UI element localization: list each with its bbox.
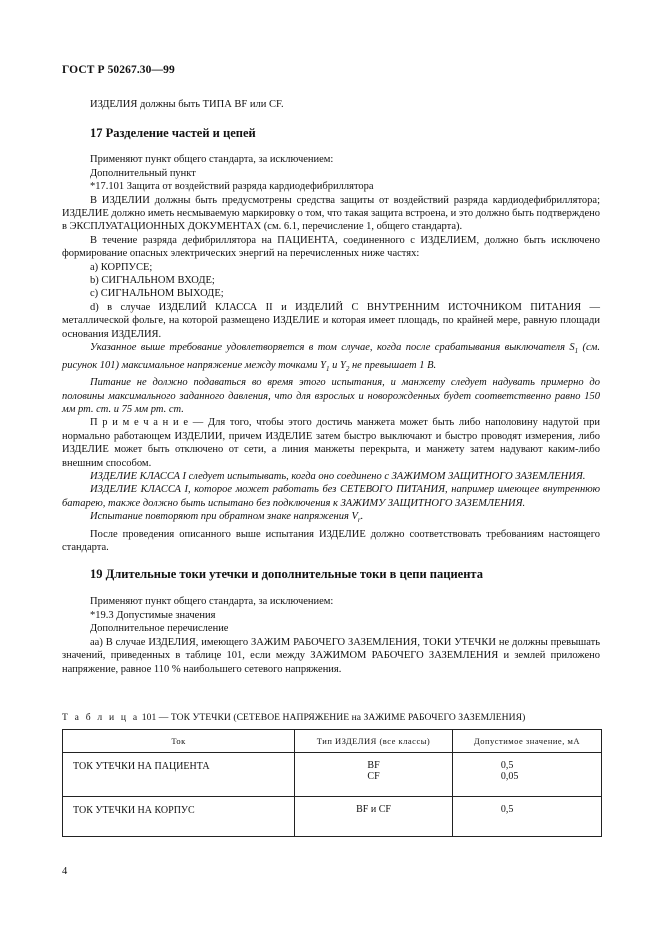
column-header-current: Ток	[63, 730, 295, 753]
section-17-paragraph: В ИЗДЕЛИИ должны быть предусмотрены средства защиты от воздействий разряда кардиодефибриллятора; ИЗДЕЛИЕ должно иметь несмываемую маркировку о том, что такая защита встроена, и это должно быть подтверждено в ЭКСПЛУАТАЦИОННЫХ ДОКУМЕНТАХ (см. 6.1, перечисление 1, общего стандарта).	[62, 194, 600, 233]
cell-type: BF и CF	[295, 797, 453, 837]
intro-paragraph: ИЗДЕЛИЯ должны быть ТИПА BF или CF.	[90, 99, 284, 110]
cell-current: ТОК УТЕЧКИ НА ПАЦИЕНТА	[63, 753, 295, 797]
cell-current: ТОК УТЕЧКИ НА КОРПУС	[63, 797, 295, 837]
section-17-paragraph: После проведения описанного выше испытания ИЗДЕЛИЕ должно соответствовать требованиям настоящего стандарта.	[62, 528, 600, 554]
column-header-limit: Допустимое значение, мА	[452, 730, 601, 753]
test-condition-paragraph: Испытание повторяют при обратном знаке напряжения $V_r$.	[90, 511, 364, 525]
section-17-paragraph: *17.101 Защита от воздействий разряда кардиодефибриллятора	[90, 181, 374, 193]
cell-type: BF CF	[295, 753, 453, 797]
list-item: d) в случае ИЗДЕЛИЙ КЛАССА II и ИЗДЕЛИЙ С ВНУТРЕННИМ ИСТОЧНИКОМ ПИТАНИЯ — металлической фольге, на которой размещено ИЗДЕЛИЕ и которая имеет площадь, по крайней мере, равную площади основания ИЗДЕЛИЯ.	[62, 301, 600, 340]
list-item: c) СИГНАЛЬНОМ ВЫХОДЕ;	[90, 288, 224, 300]
section-17-title: 17 Разделение частей и цепей	[90, 126, 256, 141]
page-number: 4	[62, 866, 68, 877]
note-paragraph: П р и м е ч а н и е — Для того, чтобы этого достичь манжета может быть либо наполовину надутой при нормально работающем ИЗДЕЛИИ, причем ИЗДЕЛИЕ затем быстро выключают и быстро проводят измерения, либо ИЗДЕЛИЕ может быть отключено от сети, а линия манжеты перекрыта, и манжету затем надувают каким-либо внешним способом.	[62, 417, 600, 469]
table-row	[63, 753, 602, 797]
column-header-type: Тип ИЗДЕЛИЯ (все классы)	[295, 730, 453, 753]
page-content	[62, 98, 600, 676]
note-label: П р и м е ч а н и е	[90, 417, 188, 429]
list-item: а) КОРПУСЕ;	[90, 261, 153, 273]
section-19-paragraph: Дополнительное перечисление	[90, 623, 229, 635]
cell-limit: 0,5 0,05	[452, 753, 601, 797]
test-condition-paragraph: ИЗДЕЛИЕ КЛАССА I, которое может работать без СЕТЕВОГО ПИТАНИЯ, например имеющее внутреннюю батарею, также должно быть испытано без подключения к ЗАЖИМУ ЗАЩИТНОГО ЗАЗЕМЛЕНИЯ.	[62, 484, 600, 509]
table-header-row	[63, 730, 602, 753]
section-19-title: 19 Длительные токи утечки и дополнительные токи в цепи пациента	[90, 567, 483, 582]
table-caption: Т а б л и ц а 101 — ТОК УТЕЧКИ (СЕТЕВОЕ НАПРЯЖЕНИЕ на ЗАЖИМЕ РАБОЧЕГО ЗАЗЕМЛЕНИЯ)	[62, 712, 526, 723]
section-17-paragraph: Дополнительный пункт	[90, 167, 196, 179]
section-17-paragraph: В течение разряда дефибриллятора на ПАЦИЕНТА, соединенного с ИЗДЕЛИЕМ, должно быть исключено формирование опасных электрических энергий на перечисленных ниже частях:	[62, 234, 600, 260]
list-item: b) СИГНАЛЬНОМ ВХОДЕ;	[90, 275, 215, 287]
section-19-paragraph: *19.3 Допустимые значения	[90, 609, 216, 621]
section-17-paragraph: Применяют пункт общего стандарта, за исключением:	[90, 154, 334, 166]
cell-limit: 0,5	[452, 797, 601, 837]
test-condition-paragraph: ИЗДЕЛИЕ КЛАССА I следует испытывать, когда оно соединено с ЗАЖИМОМ ЗАЩИТНОГО ЗАЗЕМЛЕНИЯ.	[90, 470, 586, 482]
section-19-paragraph: Применяют пункт общего стандарта, за исключением:	[90, 596, 334, 608]
test-condition-paragraph: Указанное выше требование удовлетворяется в том случае, когда после срабатывания выключателя $S_1$ (см. рисунок 101) максимальное напряжение между точками $Y_1$ и $Y_2$ не превышает 1 В.	[62, 342, 600, 373]
leakage-current-table	[62, 729, 602, 837]
standard-header: ГОСТ Р 50267.30—99	[62, 64, 175, 76]
section-19-paragraph: аа) В случае ИЗДЕЛИЯ, имеющего ЗАЖИМ РАБОЧЕГО ЗАЗЕМЛЕНИЯ, ТОКИ УТЕЧКИ не должны превышать значений, приведенных в таблице 101, если между ЗАЖИМОМ РАБОЧЕГО ЗАЗЕМЛЕНИЯ и землей приложено напряжение, равное 110 % наибольшего сетевого напряжения.	[62, 636, 600, 675]
test-condition-paragraph: Питание не должно подаваться во время этого испытания, и манжету следует надувать примерно до половины максимального заданного давления, что для взрослых и новорожденных будет соответственно равно 150 мм рт. ст. и 75 мм рт. ст.	[62, 377, 600, 415]
table-row	[63, 797, 602, 837]
